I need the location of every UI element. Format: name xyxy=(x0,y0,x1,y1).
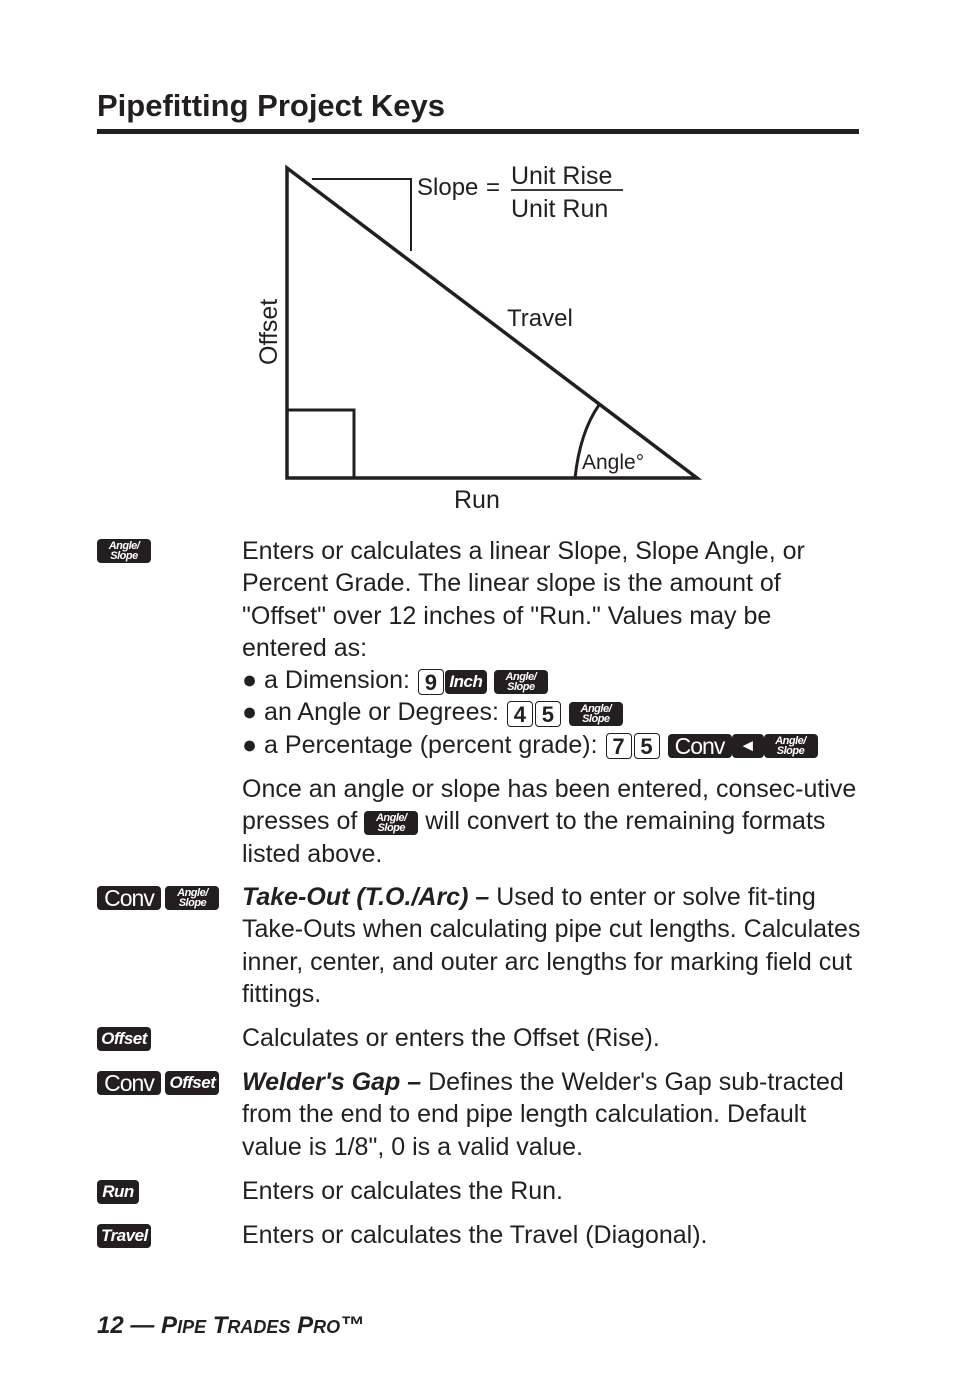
triangle xyxy=(287,168,697,478)
conv-key: Conv xyxy=(668,734,732,758)
offset-label: Offset xyxy=(255,298,283,365)
welder-gap-description xyxy=(242,1066,862,1163)
bullet-percentage: ● a Percentage (percent grade): 7 5 Conv ◄ Angle/ Slope xyxy=(242,729,862,761)
right-angle-marker xyxy=(287,410,354,478)
backspace-key: ◄ xyxy=(732,734,764,758)
unit-run-label: Unit Run xyxy=(511,195,609,223)
angle-slope-text: Enters or calculates a linear Slope, Slope Angle, or Percent Grade. The linear slope is the amount of "Offset" over 12 inches of "Run." Values may be entered as: xyxy=(242,537,805,662)
offset-description: Calculates or enters the Offset (Rise). xyxy=(242,1024,660,1052)
travel-label: Travel xyxy=(507,305,573,332)
takeout-description xyxy=(242,881,862,1010)
key-7: 7 xyxy=(606,733,632,759)
run-label: Run xyxy=(454,486,500,514)
travel-key-col xyxy=(97,1224,151,1248)
unit-rise-label: Unit Rise xyxy=(511,162,613,190)
offset-key: Offset xyxy=(165,1071,219,1095)
takeout-title: Take-Out (T.O./Arc) – xyxy=(242,883,490,911)
run-key: Run xyxy=(97,1180,139,1204)
angle-label: Angle° xyxy=(582,451,645,474)
angle-slope-key: Angle/ Slope xyxy=(165,886,219,910)
travel-key: Travel xyxy=(97,1224,151,1248)
travel-description: Enters or calculates the Travel (Diagonal). xyxy=(242,1221,708,1249)
run-key-col xyxy=(97,1180,139,1204)
takeout-key-col xyxy=(97,886,219,910)
angle-slope-key-col xyxy=(97,539,151,563)
angle-slope-key: Angle/ Slope xyxy=(97,539,151,563)
slope-equals: = xyxy=(486,174,501,201)
welder-gap-text: Defines the Welder's Gap sub-tracted from the end to end pipe length calculation. Default value is 1/8", 0 is a valid value. xyxy=(242,1068,844,1161)
slope-diagram xyxy=(230,150,750,530)
angle-slope-key: Angle/ Slope xyxy=(569,702,623,726)
slope-label: Slope xyxy=(417,174,479,201)
page-title: Pipefitting Project Keys xyxy=(97,88,445,123)
key-4: 4 xyxy=(507,701,533,727)
consecutive-presses-text: Once an angle or slope has been entered, consec-utive presses of Angle/ Slope will convert to the remaining formats listed above. xyxy=(242,775,857,868)
page-footer: 12 — PIPE TRADES PRO™ xyxy=(97,1312,365,1339)
angle-slope-key: Angle/ Slope xyxy=(764,734,818,758)
conv-key: Conv xyxy=(97,886,161,910)
takeout-text: Used to enter or solve fit-ting Take-Outs when calculating pipe cut lengths. Calculates inner, center, and outer arc lengths for marking field cut fittings. xyxy=(242,883,861,1008)
run-description: Enters or calculates the Run. xyxy=(242,1177,563,1205)
offset-key-col xyxy=(97,1027,151,1051)
key-5: 5 xyxy=(634,733,660,759)
welder-gap-key-col xyxy=(97,1071,219,1095)
angle-slope-key: Angle/ Slope xyxy=(494,670,548,694)
key-5: 5 xyxy=(535,701,561,727)
bullet-dimension: ● a Dimension: 9 Inch Angle/ Slope xyxy=(242,664,862,696)
angle-slope-key: Angle/ Slope xyxy=(364,811,418,835)
conv-key: Conv xyxy=(97,1071,161,1095)
key-9: 9 xyxy=(418,669,444,695)
welder-gap-title: Welder's Gap – xyxy=(242,1068,422,1096)
bullet-angle: ● an Angle or Degrees: 4 5 Angle/ Slope xyxy=(242,696,862,728)
offset-key: Offset xyxy=(97,1027,151,1051)
angle-slope-description xyxy=(242,535,862,870)
slope-indicator xyxy=(312,179,411,251)
inch-key: Inch xyxy=(445,670,487,694)
title-rule xyxy=(97,129,859,134)
